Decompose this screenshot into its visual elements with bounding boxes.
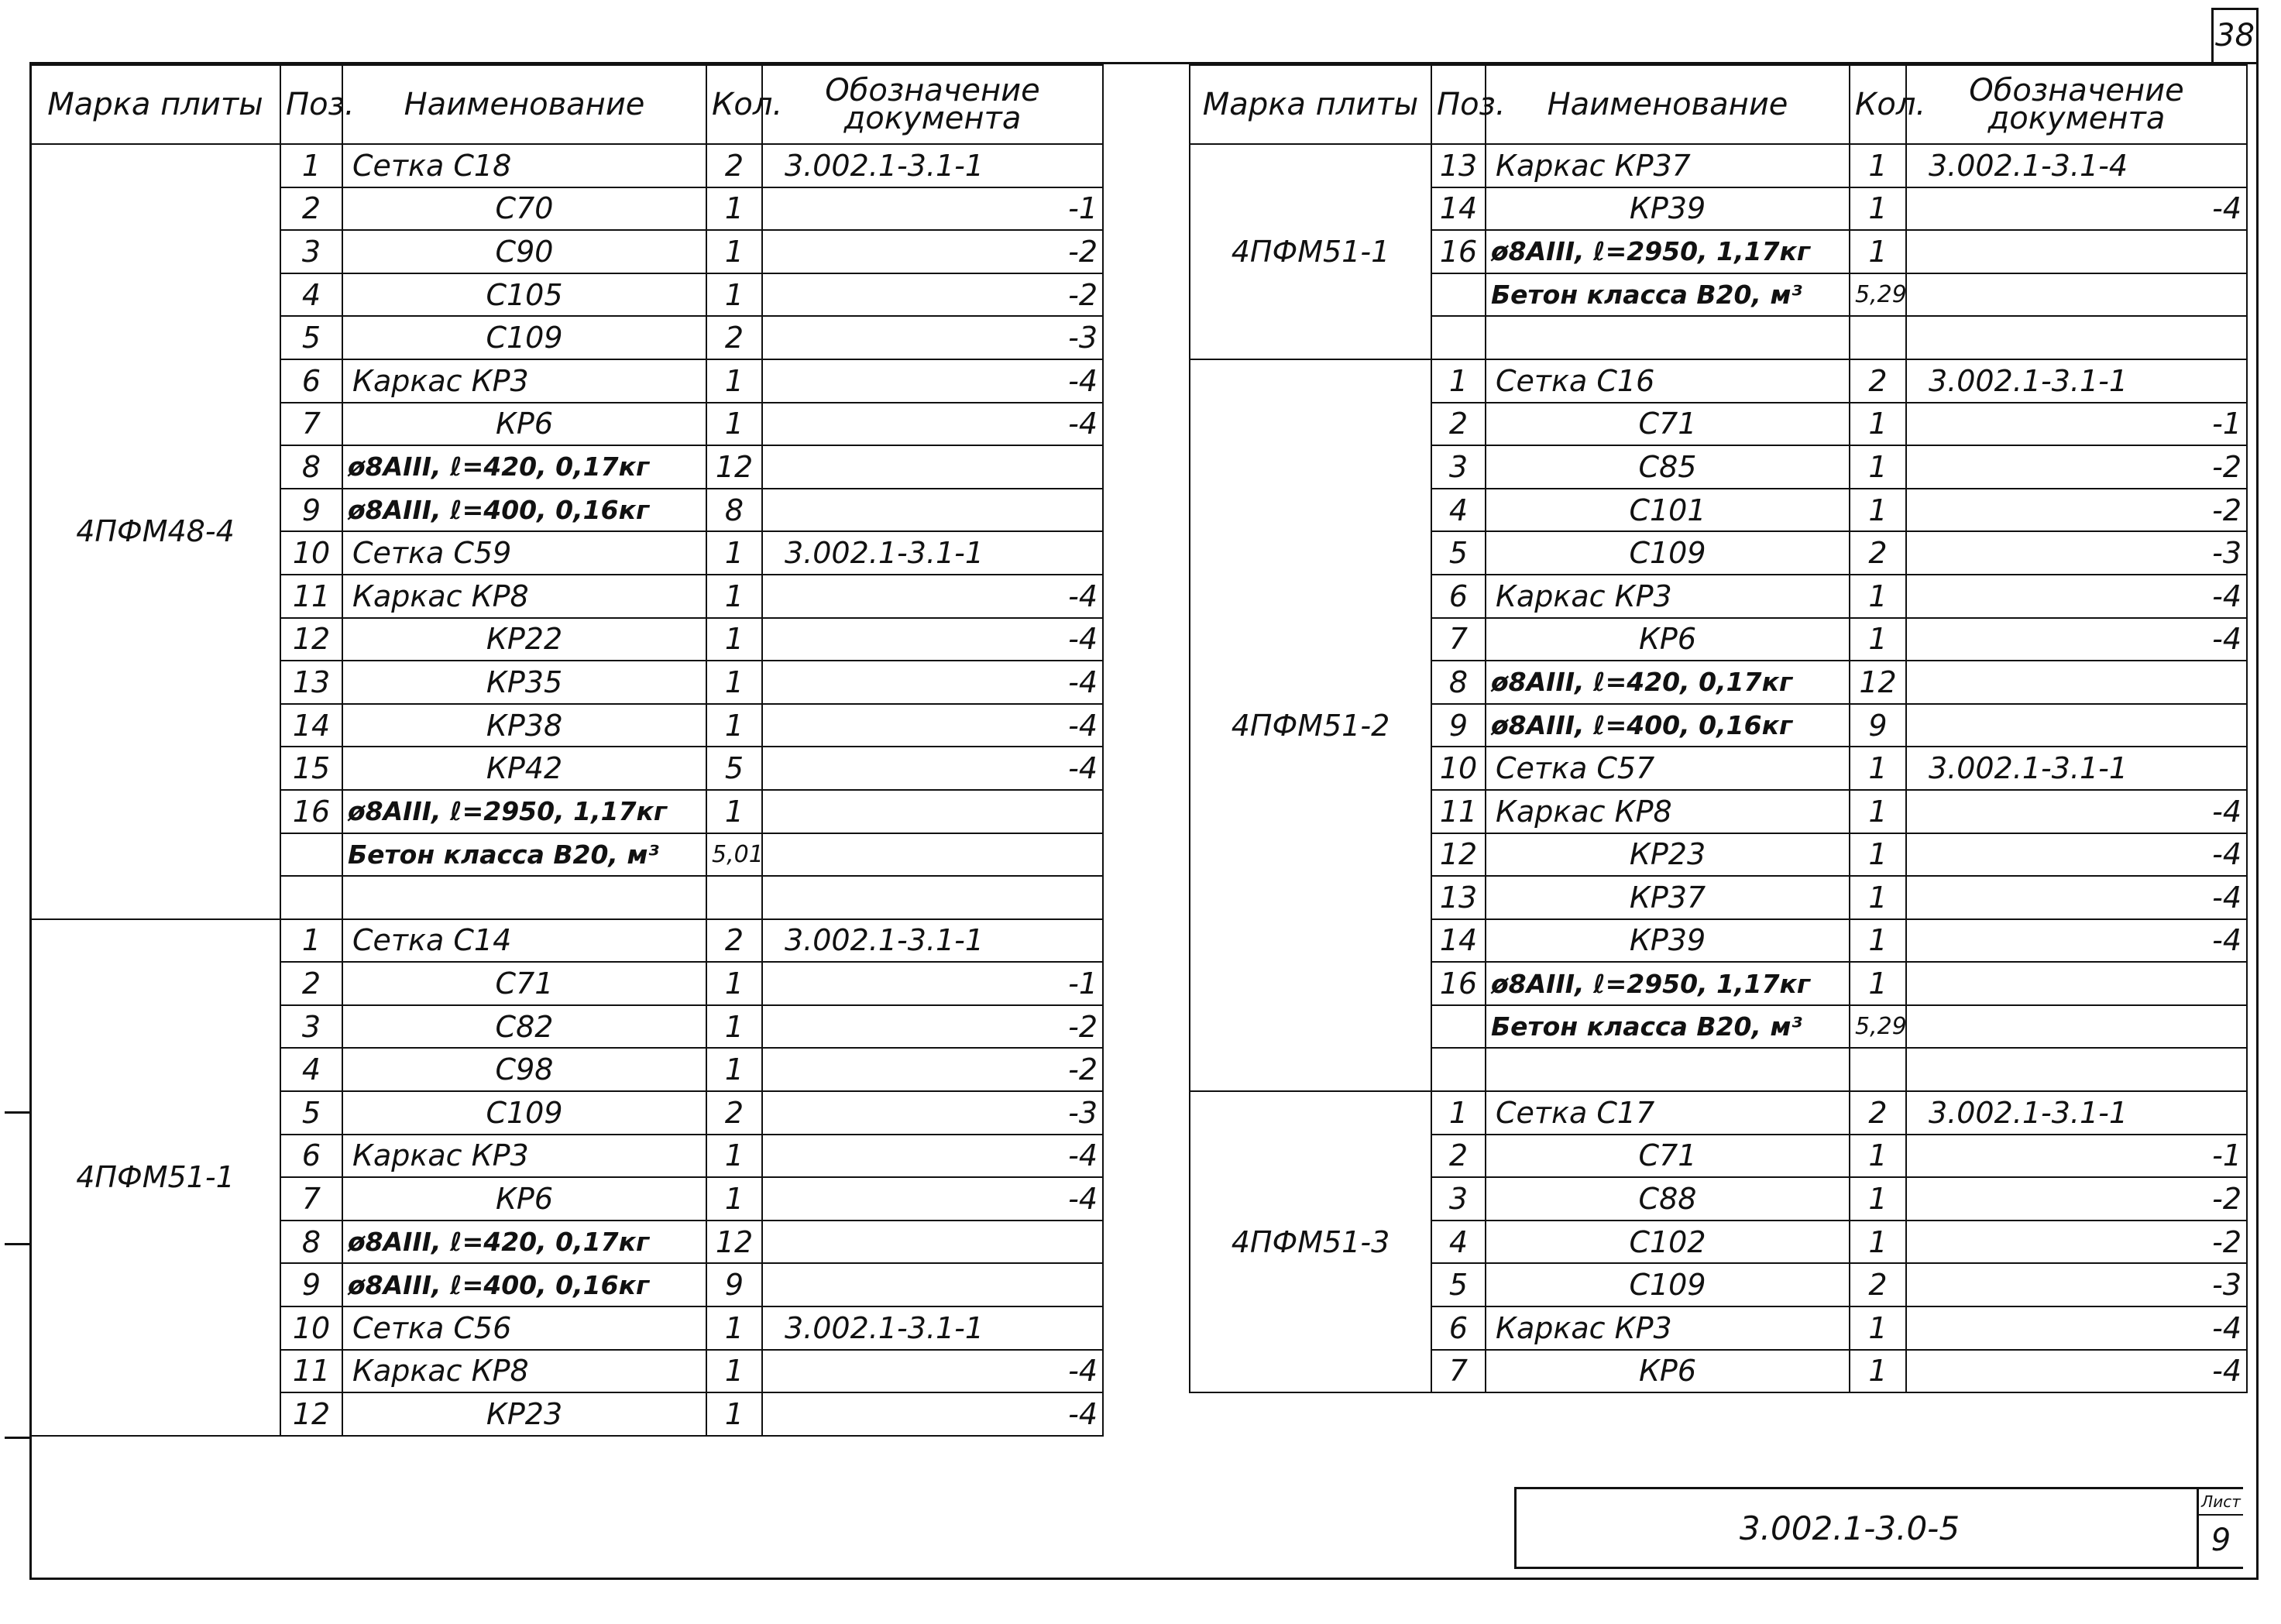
- name-cell: С90: [342, 230, 706, 273]
- header-doc: Обозначение документа: [762, 65, 1103, 144]
- name-cell: КР6: [1486, 618, 1850, 661]
- position-cell: 13: [280, 661, 342, 704]
- position-cell: 9: [280, 489, 342, 532]
- document-cell: 3.002.1-3.1-1: [1906, 359, 2247, 403]
- name-cell: Каркас КР8: [342, 575, 706, 618]
- header-name: Наименование: [342, 65, 706, 144]
- position-cell: 5: [280, 1091, 342, 1135]
- quantity-cell: 5: [706, 747, 762, 790]
- position-cell: 2: [280, 187, 342, 231]
- table-row: [1190, 359, 2247, 403]
- document-cell: 3.002.1-3.1-1: [1906, 1091, 2247, 1135]
- document-cell: -4: [762, 1350, 1103, 1393]
- quantity-cell: 2: [1850, 1091, 1906, 1135]
- name-cell: Бетон класса В20, м³: [1486, 1005, 1850, 1049]
- table-header-row: [1190, 65, 2247, 144]
- name-cell: КР6: [342, 403, 706, 446]
- document-code: 3.002.1-3.0-5: [1739, 1509, 1960, 1547]
- position-cell: [1431, 1005, 1486, 1049]
- document-cell: 3.002.1-3.1-1: [1906, 747, 2247, 790]
- quantity-cell: 1: [1850, 962, 1906, 1005]
- position-cell: 3: [1431, 445, 1486, 489]
- position-cell: 10: [280, 531, 342, 575]
- quantity-cell: 1: [1850, 876, 1906, 919]
- specification-table-right: [1189, 64, 2248, 1393]
- document-cell: [1906, 273, 2247, 317]
- name-cell: Сетка С59: [342, 531, 706, 575]
- document-cell: -2: [1906, 489, 2247, 532]
- sheet-page-number: 9: [2211, 1523, 2231, 1558]
- document-cell: -3: [1906, 531, 2247, 575]
- quantity-cell: 2: [706, 1091, 762, 1135]
- header-qty: Кол.: [1850, 65, 1906, 144]
- quantity-cell: 12: [1850, 661, 1906, 704]
- name-cell: КР23: [1486, 833, 1850, 877]
- name-cell: Сетка С16: [1486, 359, 1850, 403]
- header-name: Наименование: [1486, 65, 1850, 144]
- quantity-cell: 1: [1850, 144, 1906, 187]
- name-cell: ø8АIII, ℓ=420, 0,17кг: [342, 1221, 706, 1264]
- position-cell: 12: [1431, 833, 1486, 877]
- document-cell: -1: [1906, 1135, 2247, 1178]
- name-cell: Каркас КР3: [1486, 1306, 1850, 1350]
- plate-mark-cell: 4ПФМ51-1: [30, 919, 280, 1436]
- document-cell: -4: [1906, 833, 2247, 877]
- position-cell: [280, 833, 342, 877]
- name-cell: Сетка С57: [1486, 747, 1850, 790]
- quantity-cell: 1: [706, 531, 762, 575]
- document-cell: [1906, 1005, 2247, 1049]
- header-mark: Марка плиты: [30, 65, 280, 144]
- name-cell: С85: [1486, 445, 1850, 489]
- position-cell: 6: [280, 359, 342, 403]
- position-cell: 16: [1431, 230, 1486, 273]
- quantity-cell: 1: [1850, 1177, 1906, 1221]
- document-cell: -1: [1906, 403, 2247, 446]
- name-cell: Сетка С17: [1486, 1091, 1850, 1135]
- position-cell: 4: [280, 1048, 342, 1091]
- position-cell: 2: [280, 962, 342, 1005]
- quantity-cell: 1: [1850, 403, 1906, 446]
- document-cell: -2: [1906, 1221, 2247, 1264]
- position-cell: 7: [1431, 1350, 1486, 1393]
- quantity-cell: 1: [706, 1135, 762, 1178]
- position-cell: 14: [1431, 919, 1486, 963]
- quantity-cell: 5,01: [706, 833, 762, 877]
- document-cell: [1906, 1048, 2247, 1091]
- quantity-cell: 1: [706, 618, 762, 661]
- header-doc: Обозначение документа: [1906, 65, 2247, 144]
- quantity-cell: 1: [1850, 790, 1906, 833]
- name-cell: Каркас КР3: [342, 359, 706, 403]
- position-cell: 16: [280, 790, 342, 833]
- document-cell: -4: [1906, 575, 2247, 618]
- position-cell: 11: [280, 575, 342, 618]
- plate-mark-cell: 4ПФМ48-4: [30, 144, 280, 919]
- name-cell: КР37: [1486, 876, 1850, 919]
- position-cell: 13: [1431, 144, 1486, 187]
- quantity-cell: 12: [706, 1221, 762, 1264]
- quantity-cell: 1: [706, 1350, 762, 1393]
- document-cell: [1906, 962, 2247, 1005]
- position-cell: 6: [1431, 1306, 1486, 1350]
- quantity-cell: 2: [1850, 359, 1906, 403]
- position-cell: 15: [280, 747, 342, 790]
- name-cell: С71: [342, 962, 706, 1005]
- quantity-cell: 1: [706, 1005, 762, 1049]
- table-row: [30, 144, 1103, 187]
- document-cell: 3.002.1-3.1-1: [762, 1306, 1103, 1350]
- position-cell: 12: [280, 618, 342, 661]
- quantity-cell: 1: [1850, 230, 1906, 273]
- quantity-cell: 1: [706, 1048, 762, 1091]
- document-cell: [1906, 661, 2247, 704]
- header-pos: Поз.: [280, 65, 342, 144]
- document-cell: [762, 1221, 1103, 1264]
- position-cell: 1: [280, 919, 342, 963]
- quantity-cell: 9: [706, 1263, 762, 1306]
- name-cell: Сетка С14: [342, 919, 706, 963]
- position-cell: 5: [280, 316, 342, 359]
- position-cell: 6: [1431, 575, 1486, 618]
- title-block: [1514, 1487, 2243, 1569]
- name-cell: КР39: [1486, 919, 1850, 963]
- position-cell: 2: [1431, 1135, 1486, 1178]
- quantity-cell: 12: [706, 445, 762, 489]
- name-cell: С70: [342, 187, 706, 231]
- position-cell: 12: [280, 1392, 342, 1436]
- name-cell: ø8АIII, ℓ=2950, 1,17кг: [1486, 230, 1850, 273]
- document-cell: [1906, 316, 2247, 359]
- name-cell: ø8АIII, ℓ=400, 0,16кг: [342, 489, 706, 532]
- position-cell: 9: [280, 1263, 342, 1306]
- position-cell: 2: [1431, 403, 1486, 446]
- quantity-cell: 1: [706, 359, 762, 403]
- quantity-cell: [706, 876, 762, 919]
- name-cell: Каркас КР8: [1486, 790, 1850, 833]
- quantity-cell: 1: [1850, 1306, 1906, 1350]
- quantity-cell: 1: [706, 273, 762, 317]
- quantity-cell: 1: [1850, 187, 1906, 231]
- position-cell: 3: [1431, 1177, 1486, 1221]
- name-cell: Каркас КР37: [1486, 144, 1850, 187]
- document-cell: 3.002.1-3.1-1: [762, 531, 1103, 575]
- table-row: [30, 919, 1103, 963]
- quantity-cell: 1: [1850, 1135, 1906, 1178]
- quantity-cell: 1: [706, 790, 762, 833]
- name-cell: ø8АIII, ℓ=400, 0,16кг: [1486, 704, 1850, 747]
- name-cell: Бетон класса В20, м³: [342, 833, 706, 877]
- quantity-cell: 1: [1850, 489, 1906, 532]
- position-cell: 13: [1431, 876, 1486, 919]
- quantity-cell: 1: [706, 1392, 762, 1436]
- name-cell: С102: [1486, 1221, 1850, 1264]
- document-cell: -4: [762, 704, 1103, 747]
- name-cell: С105: [342, 273, 706, 317]
- document-cell: -2: [762, 1048, 1103, 1091]
- document-cell: -4: [762, 1392, 1103, 1436]
- position-cell: 3: [280, 1005, 342, 1049]
- name-cell: С109: [342, 1091, 706, 1135]
- document-cell: [1906, 230, 2247, 273]
- position-cell: 6: [280, 1135, 342, 1178]
- quantity-cell: 1: [1850, 833, 1906, 877]
- quantity-cell: 1: [706, 1306, 762, 1350]
- document-cell: -4: [1906, 618, 2247, 661]
- document-cell: -2: [762, 1005, 1103, 1049]
- document-cell: -1: [762, 962, 1103, 1005]
- name-cell: ø8АIII, ℓ=420, 0,17кг: [342, 445, 706, 489]
- document-cell: -4: [1906, 919, 2247, 963]
- position-cell: 3: [280, 230, 342, 273]
- frame-tick: [5, 1243, 31, 1245]
- name-cell: КР22: [342, 618, 706, 661]
- name-cell: С71: [1486, 1135, 1850, 1178]
- plate-mark-cell: 4ПФМ51-3: [1190, 1091, 1431, 1392]
- quantity-cell: 2: [706, 919, 762, 963]
- quantity-cell: 2: [706, 316, 762, 359]
- position-cell: 5: [1431, 1263, 1486, 1306]
- position-cell: 8: [280, 445, 342, 489]
- quantity-cell: 1: [706, 403, 762, 446]
- name-cell: КР38: [342, 704, 706, 747]
- quantity-cell: 1: [1850, 919, 1906, 963]
- document-cell: -4: [1906, 876, 2247, 919]
- position-cell: 10: [280, 1306, 342, 1350]
- plate-mark-cell: 4ПФМ51-1: [1190, 144, 1431, 359]
- quantity-cell: 2: [706, 144, 762, 187]
- document-cell: [762, 876, 1103, 919]
- document-cell: -2: [1906, 445, 2247, 489]
- name-cell: Сетка С18: [342, 144, 706, 187]
- name-cell: КР35: [342, 661, 706, 704]
- position-cell: 7: [1431, 618, 1486, 661]
- name-cell: Сетка С56: [342, 1306, 706, 1350]
- quantity-cell: 1: [1850, 575, 1906, 618]
- position-cell: 7: [280, 403, 342, 446]
- position-cell: [1431, 1048, 1486, 1091]
- document-cell: 3.002.1-3.1-1: [762, 144, 1103, 187]
- name-cell: С109: [1486, 531, 1850, 575]
- position-cell: 1: [1431, 1091, 1486, 1135]
- quantity-cell: 2: [1850, 531, 1906, 575]
- document-cell: [762, 1263, 1103, 1306]
- document-cell: -4: [1906, 1306, 2247, 1350]
- position-cell: 7: [280, 1177, 342, 1221]
- quantity-cell: 1: [1850, 1221, 1906, 1264]
- quantity-cell: 1: [706, 1177, 762, 1221]
- name-cell: ø8АIII, ℓ=400, 0,16кг: [342, 1263, 706, 1306]
- quantity-cell: 1: [1850, 618, 1906, 661]
- position-cell: 1: [1431, 359, 1486, 403]
- sheet-number: 38: [2211, 8, 2259, 62]
- document-cell: -3: [1906, 1263, 2247, 1306]
- table-header-row: [30, 65, 1103, 144]
- name-cell: КР6: [1486, 1350, 1850, 1393]
- position-cell: 4: [280, 273, 342, 317]
- document-cell: -4: [762, 661, 1103, 704]
- position-cell: 5: [1431, 531, 1486, 575]
- specification-table-left: [29, 64, 1104, 1437]
- position-cell: 9: [1431, 704, 1486, 747]
- name-cell: [1486, 316, 1850, 359]
- quantity-cell: 2: [1850, 1263, 1906, 1306]
- document-cell: -4: [762, 359, 1103, 403]
- document-cell: -2: [762, 230, 1103, 273]
- name-cell: КР39: [1486, 187, 1850, 231]
- document-cell: [762, 489, 1103, 532]
- document-cell: -3: [762, 1091, 1103, 1135]
- sheet-box: [2197, 1489, 2243, 1567]
- quantity-cell: 1: [706, 962, 762, 1005]
- table-row: [1190, 1091, 2247, 1135]
- name-cell: С109: [1486, 1263, 1850, 1306]
- document-cell: -4: [762, 575, 1103, 618]
- document-cell: -2: [762, 273, 1103, 317]
- document-cell: [762, 790, 1103, 833]
- name-cell: С71: [1486, 403, 1850, 446]
- name-cell: КР6: [342, 1177, 706, 1221]
- header-qty: Кол.: [706, 65, 762, 144]
- header-mark: Марка плиты: [1190, 65, 1431, 144]
- document-cell: -4: [762, 747, 1103, 790]
- name-cell: Каркас КР8: [342, 1350, 706, 1393]
- name-cell: Каркас КР3: [342, 1135, 706, 1178]
- document-cell: [1906, 704, 2247, 747]
- document-cell: -4: [762, 403, 1103, 446]
- quantity-cell: [1850, 316, 1906, 359]
- document-cell: -4: [1906, 790, 2247, 833]
- quantity-cell: 8: [706, 489, 762, 532]
- frame-tick: [5, 1111, 31, 1114]
- header-pos: Поз.: [1431, 65, 1486, 144]
- quantity-cell: 1: [706, 230, 762, 273]
- quantity-cell: 5,29: [1850, 1005, 1906, 1049]
- quantity-cell: 1: [1850, 747, 1906, 790]
- position-cell: 16: [1431, 962, 1486, 1005]
- name-cell: [342, 876, 706, 919]
- name-cell: КР23: [342, 1392, 706, 1436]
- plate-mark-cell: 4ПФМ51-2: [1190, 359, 1431, 1091]
- document-cell: -4: [1906, 187, 2247, 231]
- position-cell: 8: [1431, 661, 1486, 704]
- position-cell: 4: [1431, 489, 1486, 532]
- position-cell: [1431, 273, 1486, 317]
- position-cell: [1431, 316, 1486, 359]
- document-cell: -4: [762, 1135, 1103, 1178]
- document-cell: -4: [762, 618, 1103, 661]
- quantity-cell: 1: [706, 704, 762, 747]
- quantity-cell: 9: [1850, 704, 1906, 747]
- quantity-cell: 1: [706, 187, 762, 231]
- position-cell: 14: [1431, 187, 1486, 231]
- document-cell: -4: [762, 1177, 1103, 1221]
- document-cell: [762, 833, 1103, 877]
- quantity-cell: [1850, 1048, 1906, 1091]
- position-cell: 11: [280, 1350, 342, 1393]
- name-cell: Каркас КР3: [1486, 575, 1850, 618]
- position-cell: 10: [1431, 747, 1486, 790]
- name-cell: С101: [1486, 489, 1850, 532]
- name-cell: КР42: [342, 747, 706, 790]
- document-cell: [762, 445, 1103, 489]
- frame-tick: [5, 1437, 31, 1439]
- document-cell: -4: [1906, 1350, 2247, 1393]
- document-cell: -3: [762, 316, 1103, 359]
- name-cell: С82: [342, 1005, 706, 1049]
- position-cell: 1: [280, 144, 342, 187]
- position-cell: 8: [280, 1221, 342, 1264]
- position-cell: 14: [280, 704, 342, 747]
- name-cell: С109: [342, 316, 706, 359]
- position-cell: 11: [1431, 790, 1486, 833]
- quantity-cell: 1: [1850, 1350, 1906, 1393]
- name-cell: С88: [1486, 1177, 1850, 1221]
- document-cell: 3.002.1-3.1-1: [762, 919, 1103, 963]
- quantity-cell: 1: [706, 661, 762, 704]
- table-row: [1190, 144, 2247, 187]
- name-cell: ø8АIII, ℓ=2950, 1,17кг: [342, 790, 706, 833]
- name-cell: ø8АIII, ℓ=2950, 1,17кг: [1486, 962, 1850, 1005]
- name-cell: Бетон класса В20, м³: [1486, 273, 1850, 317]
- document-cell: -2: [1906, 1177, 2247, 1221]
- name-cell: [1486, 1048, 1850, 1091]
- name-cell: С98: [342, 1048, 706, 1091]
- sheet-label: Лист: [2199, 1489, 2243, 1516]
- quantity-cell: 1: [706, 575, 762, 618]
- document-cell: -1: [762, 187, 1103, 231]
- document-cell: 3.002.1-3.1-4: [1906, 144, 2247, 187]
- quantity-cell: 1: [1850, 445, 1906, 489]
- position-cell: 4: [1431, 1221, 1486, 1264]
- name-cell: ø8АIII, ℓ=420, 0,17кг: [1486, 661, 1850, 704]
- quantity-cell: 5,29: [1850, 273, 1906, 317]
- position-cell: [280, 876, 342, 919]
